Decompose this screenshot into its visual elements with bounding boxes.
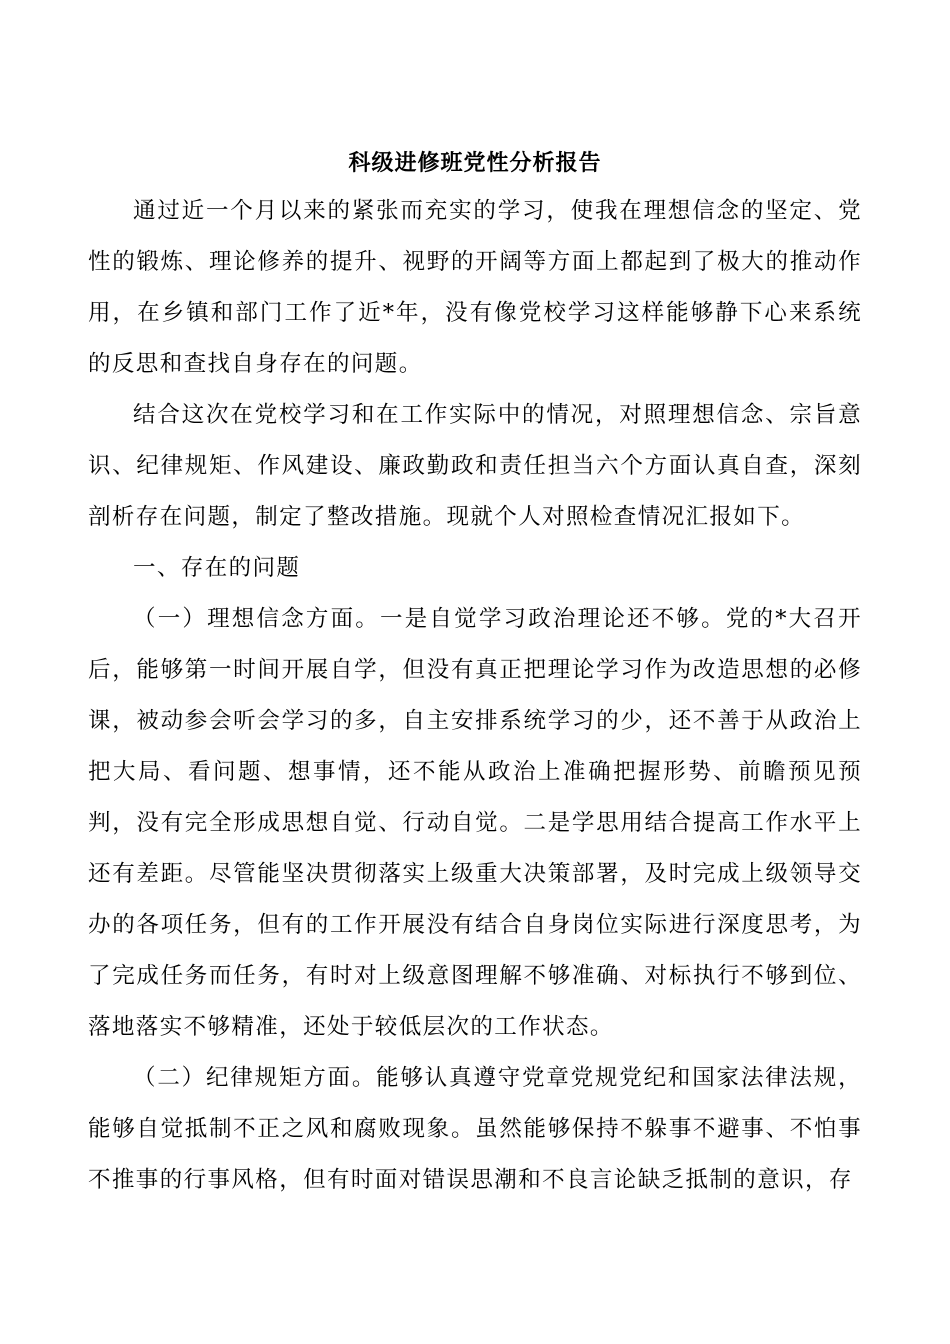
paragraph-scope: 结合这次在党校学习和在工作实际中的情况，对照理想信念、宗旨意识、纪律规矩、作风建设、廉政勤政和责任担当六个方面认真自查，深刻剖析存在问题，制定了整改措施。现就个人对照检查情况汇报如下。 <box>88 402 862 530</box>
document-body <box>88 186 862 1206</box>
paragraph-discipline: （二）纪律规矩方面。能够认真遵守党章党规党纪和国家法律法规，能够自觉抵制不正之风和腐败现象。虽然能够保持不躲事不避事、不怕事不推事的行事风格，但有时面对错误思潮和不良言论缺乏抵制的意识，存 <box>88 1065 862 1193</box>
paragraph-intro: 通过近一个月以来的紧张而充实的学习，使我在理想信念的坚定、党性的锻炼、理论修养的提升、视野的开阔等方面上都起到了极大的推动作用，在乡镇和部门工作了近*年，没有像党校学习这样能够静下心来系统的反思和查找自身存在的问题。 <box>88 198 862 377</box>
section-heading-problems: 一、存在的问题 <box>133 555 301 581</box>
paragraph-ideals: （一）理想信念方面。一是自觉学习政治理论还不够。党的*大召开后，能够第一时间开展自学，但没有真正把理论学习作为改造思想的必修课，被动参会听会学习的多，自主安排系统学习的少，还不善于从政治上把大局、看问题、想事情，还不能从政治上准确把握形势、前瞻预见预判，没有完全形成思想自觉、行动自觉。二是学思用结合提高工作水平上还有差距。尽管能坚决贯彻落实上级重大决策部署，及时完成上级领导交办的各项任务，但有的工作开展没有结合自身岗位实际进行深度思考，为了完成任务而任务，有时对上级意图理解不够准确、对标执行不够到位、落地落实不够精准，还处于较低层次的工作状态。 <box>88 606 862 1040</box>
document-title: 科级进修班党性分析报告 <box>348 150 602 176</box>
